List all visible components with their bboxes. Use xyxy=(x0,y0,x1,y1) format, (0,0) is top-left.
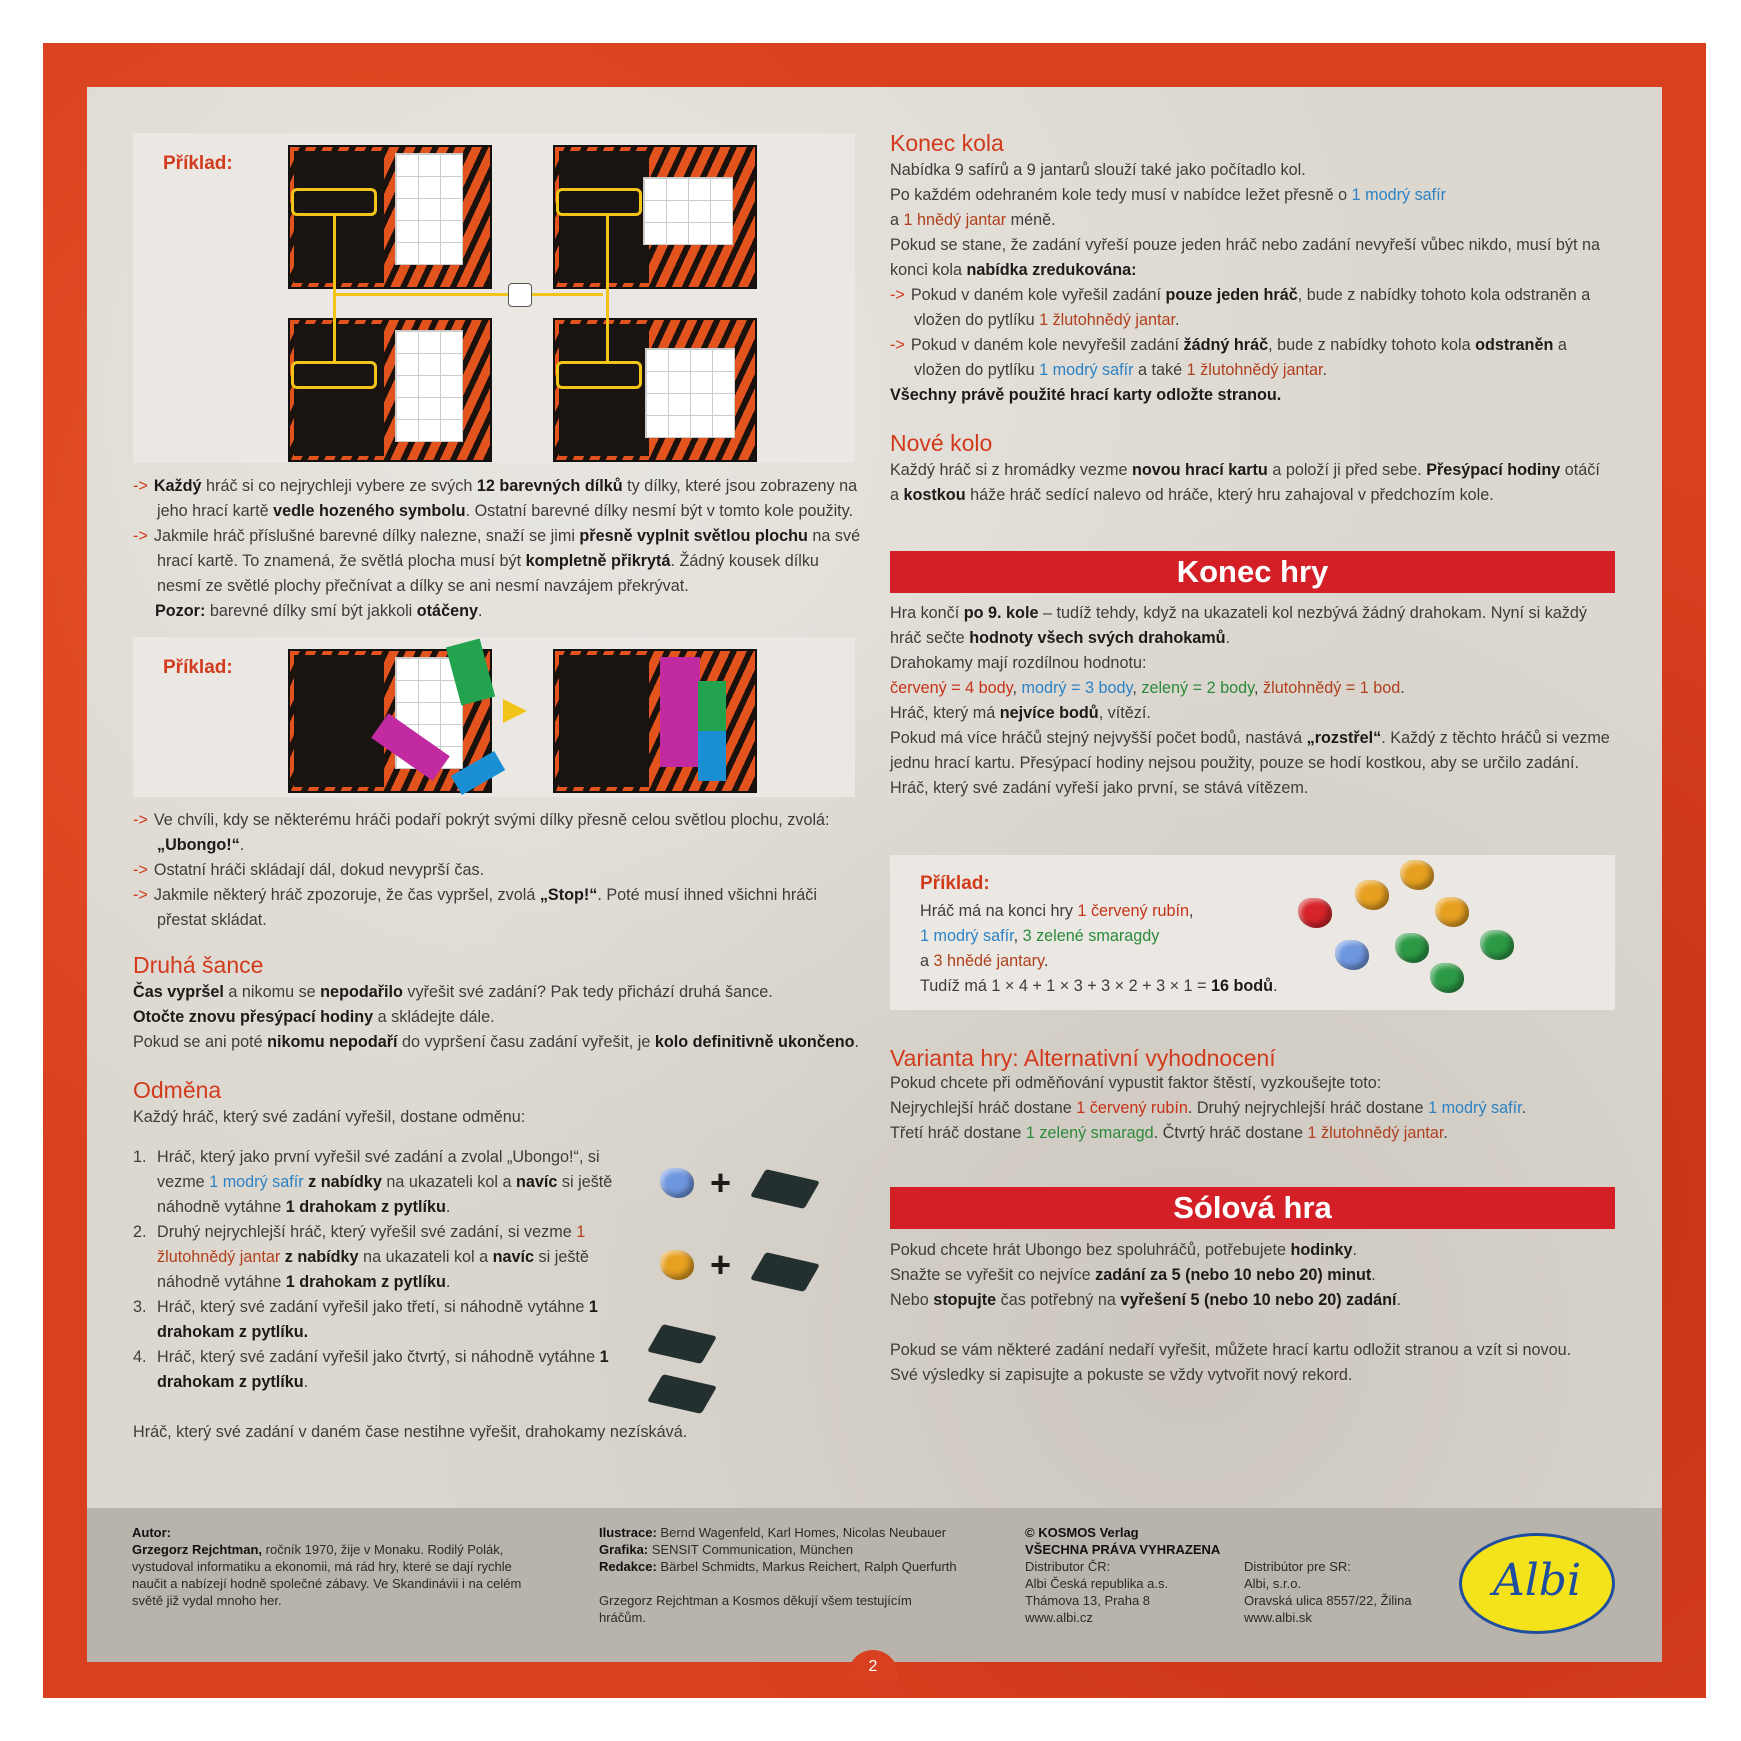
albi-logo xyxy=(1459,1533,1615,1634)
plus-icon: + xyxy=(710,1162,732,1203)
amber-icon xyxy=(660,1250,694,1280)
druha-sance-text: Čas vypršel a nikomu se nepodařilo vyřešit své zadání? Pak tedy přichází druhá šance. Otočte znovu přesýpací hodiny a skládejte dále. Pokud se ani poté nikomu nepodaří do vypršení času zadání vyřešit, je kolo definitivně ukončeno. xyxy=(133,983,860,1051)
section-title-nove-kolo: Nové kolo xyxy=(890,430,993,456)
odmena-list xyxy=(133,1145,623,1395)
example-label: Příklad: xyxy=(920,873,990,894)
rules-block-1 xyxy=(133,474,863,624)
amber-icon xyxy=(1400,860,1434,890)
die-icon xyxy=(508,283,532,307)
section-title-varianta: Varianta hry: Alternativní vyhodnocení xyxy=(890,1045,1276,1071)
game-card xyxy=(553,649,757,793)
rule-item: -> Ostatní hráči skládají dál, dokud nevyprší čas. xyxy=(133,861,485,879)
rule-item: -> Každý hráč si co nejrychleji vybere ze svých 12 barevných dílků ty dílky, které jsou zobrazeny na jeho hrací kartě vedle hozeného symbolu. Ostatní barevné dílky nesmí být v tomto kole použity. xyxy=(133,477,858,520)
odmena-end: Hráč, který své zadání v daném čase nestihne vyřešit, drahokamy nezískává. xyxy=(133,1423,688,1441)
rule-text: Každý hráč si co nejrychleji vybere ze svých 12 barevných dílků ty dílky, které jsou zobrazeny na jeho hrací kartě vedle hozeného symbolu. Ostatní barevné dílky nesmí být v tomto kole použity. xyxy=(153,477,858,520)
red-ruby-icon xyxy=(1298,898,1332,928)
example-box-2 xyxy=(133,637,855,797)
rule-text: Jakmile některý hráč zpozoruje, že čas vypršel, zvolá „Stop!“. Poté musí ihned všichni hráči přestat skládat. xyxy=(153,886,817,929)
connector-lines xyxy=(333,213,609,361)
example-box-1 xyxy=(133,133,855,463)
konec-kola-end: Všechny právě použité hrací karty odložte stranou. xyxy=(890,386,1282,404)
rule-text: Jakmile hráč příslušné barevné dílky nalezne, snaží se jimi přesně vyplnit světlou plochu na své hrací kartě. To znamená, že světlá plocha musí být kompletně přikrytá. Žádný kousek dílku nesmí ze světlé plochy přečnívat a dílky se ani nesmí navzájem překrývat. xyxy=(153,527,861,595)
green-emerald-icon xyxy=(1480,930,1514,960)
rule-item: -> Ve chvíli, kdy se některému hráči podaří pokrýt svými dílky přesně celou světlou plochu, zvolá: „Ubongo!“. xyxy=(133,811,830,854)
rule-item xyxy=(133,599,863,624)
section-title-konec-kola: Konec kola xyxy=(890,130,1004,156)
rules-block-2 xyxy=(133,808,863,933)
highlight-row xyxy=(556,188,642,216)
list-item: 4. Hráč, který své zadání vyřešil jako čtvrtý, si náhodně vytáhne 1 drahokam z pytlíku. xyxy=(133,1348,609,1391)
list-item: 2. Druhý nejrychlejší hráč, který vyřešil své zadání, si vezme 1 žlutohnědý jantar z nabídky na ukazateli kol a navíc si ještě náhodně vytáhne 1 drahokam z pytlíku. xyxy=(133,1223,589,1291)
rule-item: -> Jakmile hráč příslušné barevné dílky nalezne, snaží se jimi přesně vyplnit světlou plochu na své hrací kartě. To znamená, že světlá plocha musí být kompletně přikrytá. Žádný kousek dílku nesmí ze světlé plochy přečnívat a dílky se ani nesmí navzájem překrývat. xyxy=(133,527,861,595)
banner-konec-hry: Konec hry xyxy=(890,551,1615,593)
blue-sapphire-icon xyxy=(660,1168,694,1198)
odmena-intro: Každý hráč, který své zadání vyřešil, dostane odměnu: xyxy=(133,1108,526,1126)
footer-credits: Ilustrace: Bernd Wagenfeld, Karl Homes, Nicolas Neubauer Grafika: SENSIT Communication, München Redakce: Bärbel Schmidts, Markus Reichert, Ralph Querfurth Grzegorz Rejchtman a Kosmos děkují všem testujícím hráčům. xyxy=(599,1525,957,1625)
nove-kolo-text: Každý hráč si z hromádky vezme novou hrací kartu a položí ji před sebe. Přesýpací hodiny otáčí a kostkou háže hráč sedící nalevo od hráče, který hru zahajoval v předchozím kole. xyxy=(890,461,1600,504)
footer-publisher: © KOSMOS Verlag VŠECHNA PRÁVA VYHRAZENA Distributor ČR: Albi Česká republika a.s. Thámova 13, Praha 8 www.albi.cz xyxy=(1025,1525,1221,1625)
connector-line xyxy=(333,293,603,296)
rule-text: Ve chvíli, kdy se některému hráči podaří pokrýt svými dílky přesně celou světlou plochu, zvolá: „Ubongo!“. xyxy=(153,811,830,854)
albi-logo-text: Albi xyxy=(1492,1555,1582,1606)
amber-icon xyxy=(1435,897,1469,927)
banner-solova-hra: Sólová hra xyxy=(890,1187,1615,1229)
amber-icon xyxy=(1355,880,1389,910)
example-box-3 xyxy=(890,855,1615,1010)
section-title-odmena: Odměna xyxy=(133,1077,222,1103)
footer-author: Autor: Grzegorz Rejchtman, ročník 1970, žije v Monaku. Rodilý Polák, vystudoval informatiku a ekonomii, má rád hry, které se dají rychle naučit a nabízejí hodně společné zábavy. Ve Skandinávii i na celém světě již vydal mnoho her. xyxy=(132,1525,522,1608)
footer-distributor-sr: Distribútor pre SR: Albi, s.r.o. Oravská ulica 8557/22, Žilina www.albi.sk xyxy=(1244,1559,1412,1625)
rule-item: -> Jakmile některý hráč zpozoruje, že čas vypršel, zvolá „Stop!“. Poté musí ihned všichni hráči přestat skládat. xyxy=(133,886,817,929)
section-title-druha-sance: Druhá šance xyxy=(133,952,264,978)
konec-kola-list xyxy=(890,283,1610,383)
konec-kola-text: Nabídka 9 safírů a 9 jantarů slouží také jako počítadlo kol. Po každém odehraném kole tedy musí v nabídce ležet přesně o 1 modrý safír a 1 hnědý jantar méně. Pokud se stane, že zadání vyřeší pouze jeden hráč nebo zadání nevyřeší vůbec nikdo, musí být na konci kola nabídka zredukována: xyxy=(890,161,1600,279)
rule-text: Pozor: barevné dílky smí být jakkoli otáčeny. xyxy=(155,602,483,620)
rule-text: Ostatní hráči skládají dál, dokud nevyprší čas. xyxy=(153,861,485,879)
example-label: Příklad: xyxy=(163,153,233,174)
arrow-icon xyxy=(503,699,527,723)
list-item: 1. Hráč, který jako první vyřešil své zadání a zvolal „Ubongo!“, si vezme 1 modrý safír z nabídky na ukazateli kol a navíc si ještě náhodně vytáhne 1 drahokam z pytlíku. xyxy=(133,1148,613,1216)
konec-hry-text: Hra končí po 9. kole – tudíž tehdy, když na ukazateli kol nezbývá žádný drahokam. Nyní si každý hráč sečte hodnoty všech svých drahokamů. Drahokamy mají rozdílnou hodnotu: červený = 4 body, modrý = 3 body, zelený = 2 body, žlutohnědý = 1 bod. Hráč, který má nejvíce bodů, vítězí. Pokud má více hráčů stejný nejvyšší počet bodů, nastává „rozstřel“. Každý z těchto hráčů si vezme jednu hrací kartu. Přesýpací hodiny nejsou použity, pouze se hodí kostkou, aby se určilo zadání. Hráč, který své zadání vyřeší jako první, se stává vítězem. xyxy=(890,604,1610,797)
plus-icon: + xyxy=(710,1244,732,1285)
solova-hra-text: Pokud chcete hrát Ubongo bez spoluhráčů, potřebujete hodinky. Snažte se vyřešit co nejvíce zadání za 5 (nebo 10 nebo 20) minut. Nebo stopujte čas potřebný na vyřešení 5 (nebo 10 nebo 20) zadání. Pokud se vám některé zadání nedaří vyřešit, můžete hrací kartu odložit stranou a vzít si novou. Své výsledky si zapisujte a pokuste se vždy vytvořit nový rekord. xyxy=(890,1241,1572,1384)
example-label: Příklad: xyxy=(163,657,233,678)
page-number: 2 xyxy=(848,1650,898,1680)
green-emerald-icon xyxy=(1430,963,1464,993)
rule-item: -> Pokud v daném kole nevyřešil zadání žádný hráč, bude z nabídky tohoto kola odstraněn a vložen do pytlíku 1 modrý safír a také 1 žlutohnědý jantar. xyxy=(890,336,1567,379)
highlight-row xyxy=(291,188,377,216)
footer xyxy=(87,1508,1662,1662)
rule-item: -> Pokud v daném kole vyřešil zadání pouze jeden hráč, bude z nabídky tohoto kola odstraněn a vložen do pytlíku 1 žlutohnědý jantar. xyxy=(890,286,1591,329)
varianta-text: Pokud chcete při odměňování vypustit faktor štěstí, vyzkoušejte toto: Nejrychlejší hráč dostane 1 červený rubín. Druhý nejrychlejší hráč dostane 1 modrý safír. Třetí hráč dostane 1 zelený smaragd. Čtvrtý hráč dostane 1 žlutohnědý jantar. xyxy=(890,1074,1527,1142)
highlight-row xyxy=(556,361,642,389)
blue-sapphire-icon xyxy=(1335,940,1369,970)
highlight-row xyxy=(291,361,377,389)
green-emerald-icon xyxy=(1395,933,1429,963)
example-text: Hráč má na konci hry 1 červený rubín, 1 modrý safír, 3 zelené smaragdy a 3 hnědé jantary. Tudíž má 1 × 4 + 1 × 3 + 3 × 2 + 3 × 1 = 16 bodů. xyxy=(920,902,1278,995)
list-item: 3. Hráč, který své zadání vyřešil jako třetí, si náhodně vytáhne 1 drahokam z pytlíku. xyxy=(133,1298,598,1341)
